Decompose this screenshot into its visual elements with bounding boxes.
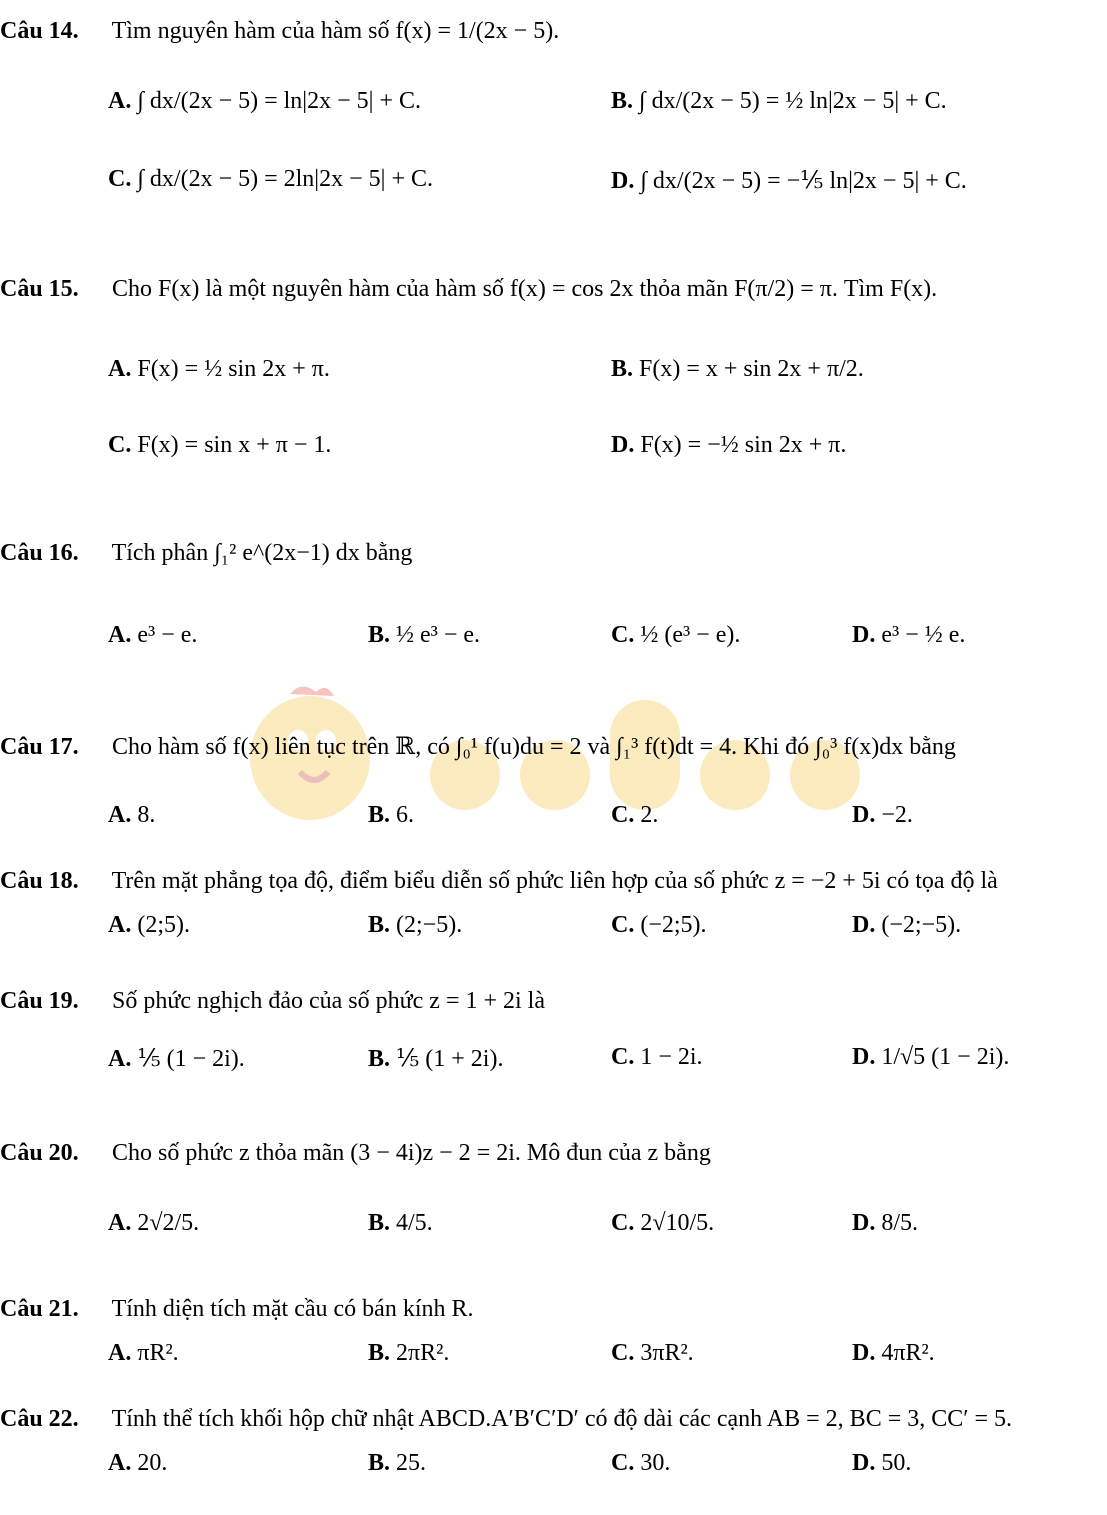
question-text: Cho F(x) là một nguyên hàm của hàm số f(x) = cos 2x thỏa mãn F(π/2) = π. Tìm F(x). [112, 276, 938, 302]
option-c: C. ½ (e³ − e). [611, 622, 741, 648]
option-c: C. 3πR². [611, 1340, 694, 1366]
option-a: A. e³ − e. [108, 622, 198, 648]
option-a: A. 20. [108, 1450, 168, 1476]
question-21-stem [0, 1296, 474, 1323]
question-label: Câu 14. [0, 18, 79, 44]
option-b: B. F(x) = x + sin 2x + π/2. [611, 356, 864, 382]
question-text: Trên mặt phẳng tọa độ, điểm biểu diễn số phức liên hợp của số phức z = −2 + 5i có tọa độ là [111, 868, 998, 894]
option-d: D. −2. [852, 802, 913, 828]
option-a: A. ∫ dx/(2x − 5) = ln|2x − 5| + C. [108, 88, 421, 114]
question-text: Tính diện tích mặt cầu có bán kính R. [111, 1296, 474, 1322]
question-17-stem [0, 732, 956, 761]
question-20-stem [0, 1140, 711, 1167]
option-b: B. 2πR². [368, 1340, 450, 1366]
option-d: D. 50. [852, 1450, 912, 1476]
option-a: A. 2√2/5. [108, 1210, 200, 1236]
question-text: Cho số phức z thỏa mãn (3 − 4i)z − 2 = 2i. Mô đun của z bằng [112, 1140, 711, 1166]
question-14-stem [0, 18, 559, 45]
option-a: A. 8. [108, 802, 156, 828]
option-b: B. 6. [368, 802, 415, 828]
option-c: C. (−2;5). [611, 912, 707, 938]
option-d: D. 4πR². [852, 1340, 935, 1366]
option-b: B. 25. [368, 1450, 427, 1476]
option-a: A. ⅕ (1 − 2i). [108, 1046, 245, 1072]
option-c: C. ∫ dx/(2x − 5) = 2ln|2x − 5| + C. [108, 166, 433, 192]
option-d: D. F(x) = −½ sin 2x + π. [611, 432, 847, 458]
question-label: Câu 21. [0, 1296, 79, 1322]
option-b: B. ½ e³ − e. [368, 622, 481, 648]
question-text: Số phức nghịch đảo của số phức z = 1 + 2i là [112, 988, 545, 1014]
option-c: C. 2√10/5. [611, 1210, 715, 1236]
question-text: Tính thể tích khối hộp chữ nhật ABCD.A′B′C′D′ có độ dài các cạnh AB = 2, BC = 3, CC′ = 5. [111, 1406, 1013, 1432]
question-label: Câu 16. [0, 540, 79, 566]
option-d: D. 1/√5 (1 − 2i). [852, 1044, 1010, 1070]
option-b: B. ⅕ (1 + 2i). [368, 1046, 504, 1072]
option-b: B. ∫ dx/(2x − 5) = ½ ln|2x − 5| + C. [611, 88, 947, 114]
option-c: C. F(x) = sin x + π − 1. [108, 432, 332, 458]
question-label: Câu 18. [0, 868, 79, 894]
option-d: D. (−2;−5). [852, 912, 962, 938]
question-22-stem [0, 1406, 1012, 1433]
question-label: Câu 19. [0, 988, 79, 1014]
question-19-stem [0, 988, 545, 1015]
question-label: Câu 22. [0, 1406, 79, 1432]
option-c: C. 30. [611, 1450, 671, 1476]
option-a: A. (2;5). [108, 912, 190, 938]
question-15-stem [0, 276, 937, 303]
question-label: Câu 15. [0, 276, 79, 302]
option-c: C. 1 − 2i. [611, 1044, 703, 1070]
question-text: Cho hàm số f(x) liên tục trên ℝ, có ∫₀¹ f(u)du = 2 và ∫₁³ f(t)dt = 4. Khi đó ∫₀³ f(x)dx bằng [112, 734, 956, 760]
option-b: B. (2;−5). [368, 912, 463, 938]
question-text: Tích phân ∫₁² e^(2x−1) dx bằng [111, 540, 413, 566]
option-d: D. ∫ dx/(2x − 5) = −⅕ ln|2x − 5| + C. [611, 168, 967, 194]
question-label: Câu 17. [0, 734, 79, 760]
option-a: A. F(x) = ½ sin 2x + π. [108, 356, 330, 382]
question-16-stem [0, 540, 412, 567]
option-c: C. 2. [611, 802, 659, 828]
option-d: D. e³ − ½ e. [852, 622, 966, 648]
option-a: A. πR². [108, 1340, 179, 1366]
question-label: Câu 20. [0, 1140, 79, 1166]
option-d: D. 8/5. [852, 1210, 919, 1236]
option-b: B. 4/5. [368, 1210, 433, 1236]
question-text: Tìm nguyên hàm của hàm số f(x) = 1/(2x − 5). [111, 18, 560, 44]
question-18-stem [0, 868, 998, 895]
